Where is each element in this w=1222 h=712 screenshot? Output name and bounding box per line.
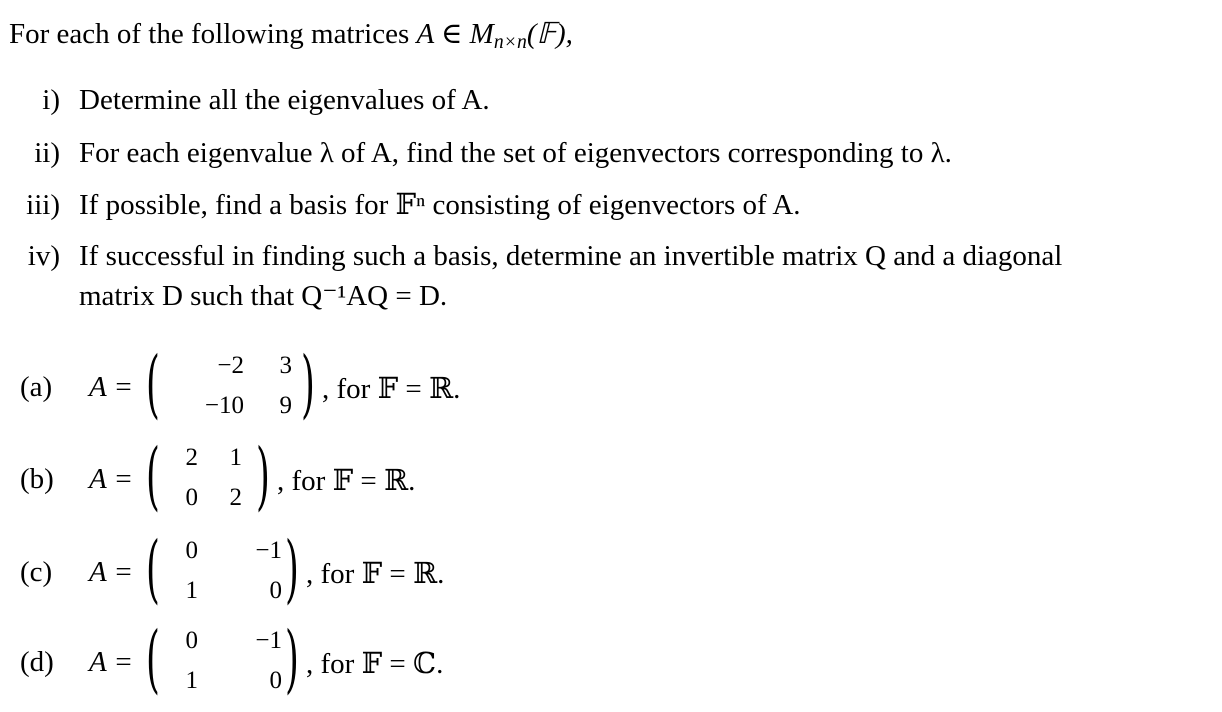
matrix-cell: −2 <box>217 352 244 379</box>
instruction-continuation: matrix D such that Q⁻¹AQ = D. <box>79 280 448 312</box>
part-b <box>20 430 620 520</box>
matrix-equation-lhs: A = <box>89 646 134 678</box>
matrix-equation-lhs: A = <box>89 463 134 495</box>
matrix-cell: 1 <box>185 577 198 604</box>
instruction-label: i) <box>42 84 60 116</box>
matrix-grid <box>170 537 302 607</box>
instruction-text: If successful in finding such a basis, determine an invertible matrix Q and a diagonal <box>79 240 1063 272</box>
right-parenthesis: ) <box>285 616 299 702</box>
matrix-cell: 1 <box>229 444 242 471</box>
matrix-size-subscript: n×n <box>493 30 527 53</box>
instruction-text: If possible, find a basis for 𝔽ⁿ consisting of eigenvectors of A. <box>79 189 801 221</box>
matrix-grid <box>170 444 268 514</box>
left-parenthesis: ( <box>146 526 160 612</box>
field-condition: , for 𝔽 = ℝ. <box>306 558 445 590</box>
matrix-cell: 0 <box>185 484 198 511</box>
instruction-label: ii) <box>34 137 60 169</box>
field-condition: , for 𝔽 = ℝ. <box>322 373 461 405</box>
right-parenthesis: ) <box>301 341 315 427</box>
matrix-cell: −1 <box>255 627 282 654</box>
left-parenthesis: ( <box>146 616 160 702</box>
left-parenthesis: ( <box>146 433 160 519</box>
instruction-label: iv) <box>27 240 60 272</box>
matrix-equation-lhs: A = <box>89 556 134 588</box>
matrix-cell: 1 <box>185 667 198 694</box>
matrix-cell: 2 <box>229 484 242 511</box>
matrix-cell: −10 <box>204 392 244 419</box>
matrix-cell: 2 <box>185 444 198 471</box>
matrix-cell: −1 <box>255 537 282 564</box>
matrix-cell: 0 <box>269 667 282 694</box>
part-label: (b) <box>20 463 54 495</box>
right-parenthesis: ) <box>285 526 299 612</box>
intro-suffix: (𝔽), <box>526 18 573 50</box>
part-label: (d) <box>20 646 54 678</box>
part-label: (c) <box>20 556 53 588</box>
intro-prefix: For each of the following matrices <box>9 18 417 50</box>
field-condition: , for 𝔽 = ℂ. <box>306 648 444 680</box>
matrix-equation-lhs: A = <box>89 371 134 403</box>
left-parenthesis: ( <box>146 341 160 427</box>
matrix-cell: 3 <box>279 352 292 379</box>
matrix-cell: 9 <box>279 392 292 419</box>
right-parenthesis: ) <box>256 433 270 519</box>
matrix-grid <box>170 352 306 422</box>
part-a <box>20 338 620 428</box>
instruction-text: For each eigenvalue λ of A, find the set of eigenvectors corresponding to λ. <box>79 137 952 169</box>
part-label: (a) <box>20 371 53 403</box>
field-condition: , for 𝔽 = ℝ. <box>277 465 416 497</box>
matrix-grid <box>170 627 302 697</box>
part-d <box>20 613 620 703</box>
matrix-cell: 0 <box>269 577 282 604</box>
instruction-text: Determine all the eigenvalues of A. <box>79 84 490 116</box>
intro-symbol: A ∈ M <box>416 18 494 50</box>
instruction-label: iii) <box>26 189 60 221</box>
matrix-cell: 0 <box>185 537 198 564</box>
part-c <box>20 523 620 613</box>
matrix-cell: 0 <box>185 627 198 654</box>
problem-intro <box>9 18 573 53</box>
